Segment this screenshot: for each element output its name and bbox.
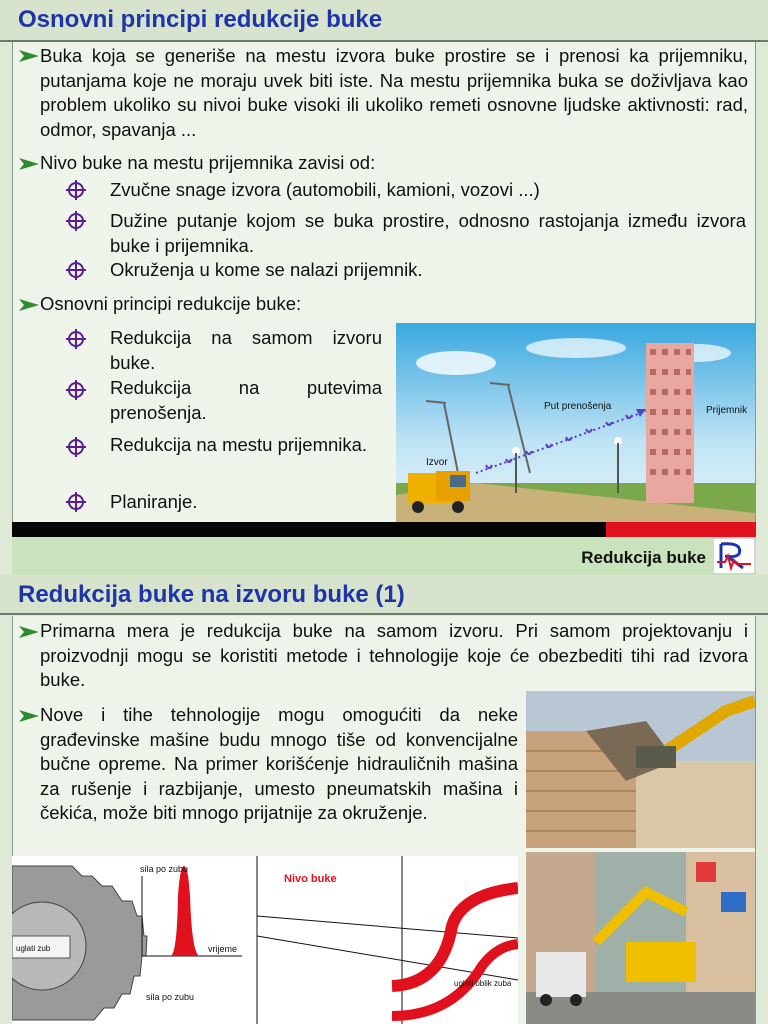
crosshair-bullet-icon <box>66 437 86 457</box>
slide-2-title: Redukcija buke na izvoru buke (1) <box>18 581 405 608</box>
excavator-street-photo <box>526 852 755 1024</box>
illustration-receiver-label: Prijemnik <box>706 405 748 416</box>
slide-2-paragraph-1: Primarna mera je redukcija buke na samom izvoru. Pri samom projektovanju i proizvodnji mogu se koristiti metode i tehnologije koje će obezbediti tihi rad izvora buke. <box>40 620 748 690</box>
slide-1-subitem-2: Dužine putanje kojom se buka prostire, odnosno rastojanja između izvora buke i prijemnika. <box>110 210 746 256</box>
gear-tooth-label: uglati zub <box>16 944 51 953</box>
slide-1-principle-2: Redukcija na putevima prenošenja. <box>110 377 382 423</box>
force-axis-label-2: sila po zubu <box>146 992 195 1002</box>
footer-bar-black <box>12 522 606 537</box>
demolition-machine-photo <box>526 691 755 848</box>
gear-noise-diagram <box>12 856 518 1024</box>
slide-1-paragraph-1: Buka koja se generiše na mestu izvora buke prostire se i prenosi ka prijemniku, putanjama koje ne moraju uvek biti iste. Na mestu prijemnika buka se doživljava kao problem ukoliko su nivoi buke visoki ili ukoliko remeti osnovne ljudske aktivnosti: rad, odmor, spavanja ... <box>40 45 748 140</box>
crosshair-bullet-icon <box>66 380 86 400</box>
time-axis-label: vrijeme <box>208 944 238 954</box>
slide-1-principle-3: Redukcija na mestu prijemnika. <box>110 434 368 455</box>
crosshair-bullet-icon <box>66 329 86 349</box>
slide-1-principle-4: Planiranje. <box>110 491 198 512</box>
crosshair-bullet-icon <box>66 211 86 231</box>
crosshair-bullet-icon <box>66 260 86 280</box>
slide-2-title-bar <box>0 575 768 615</box>
footer-label: Redukcija buke <box>581 548 706 567</box>
slide-2 <box>0 575 768 1024</box>
noise-level-label: Nivo buke <box>284 873 337 885</box>
slide-2-paragraph-2: Nove i tihe tehnologije mogu omogućiti da neke građevinske mašine budu mnogo tiše od konvencijalne bučne opreme. Na primer korišćenje hidrauličnih mašina za rušenje i razbijanje, umesto pneumatskih mašina i čekića, može biti mnogo prijatnije za okruženje. <box>40 704 518 823</box>
logo-icon <box>713 538 755 574</box>
slide-1-subitem-1: Zvučne snage izvora (automobili, kamioni, vozovi ...) <box>110 179 540 200</box>
crosshair-bullet-icon <box>66 492 86 512</box>
illustration-path-label: Put prenošenja <box>544 401 612 412</box>
force-axis-label-1: sila po zubu <box>140 864 189 874</box>
slide-1-principle-1: Redukcija na samom izvoru buke. <box>110 327 382 373</box>
noise-path-illustration <box>396 323 755 522</box>
arrow-bullet-icon <box>18 625 40 639</box>
illustration-source-label: Izvor <box>426 457 448 468</box>
footer-bar-red <box>606 522 756 537</box>
slide-1-title-bar <box>0 0 768 42</box>
tooth-shape-label: uglati oblik zuba <box>454 979 512 988</box>
arrow-bullet-icon <box>18 49 40 63</box>
slide-1-title: Osnovni principi redukcije buke <box>18 6 383 33</box>
arrow-bullet-icon <box>18 298 40 312</box>
crosshair-bullet-icon <box>66 180 86 200</box>
arrow-bullet-icon <box>18 157 40 171</box>
arrow-bullet-icon <box>18 709 40 723</box>
slide-1-subitem-3: Okruženja u kome se nalazi prijemnik. <box>110 259 423 280</box>
slide-1-paragraph-2: Nivo buke na mestu prijemnika zavisi od: <box>40 152 376 173</box>
slide-1-paragraph-3: Osnovni principi redukcije buke: <box>40 293 302 314</box>
